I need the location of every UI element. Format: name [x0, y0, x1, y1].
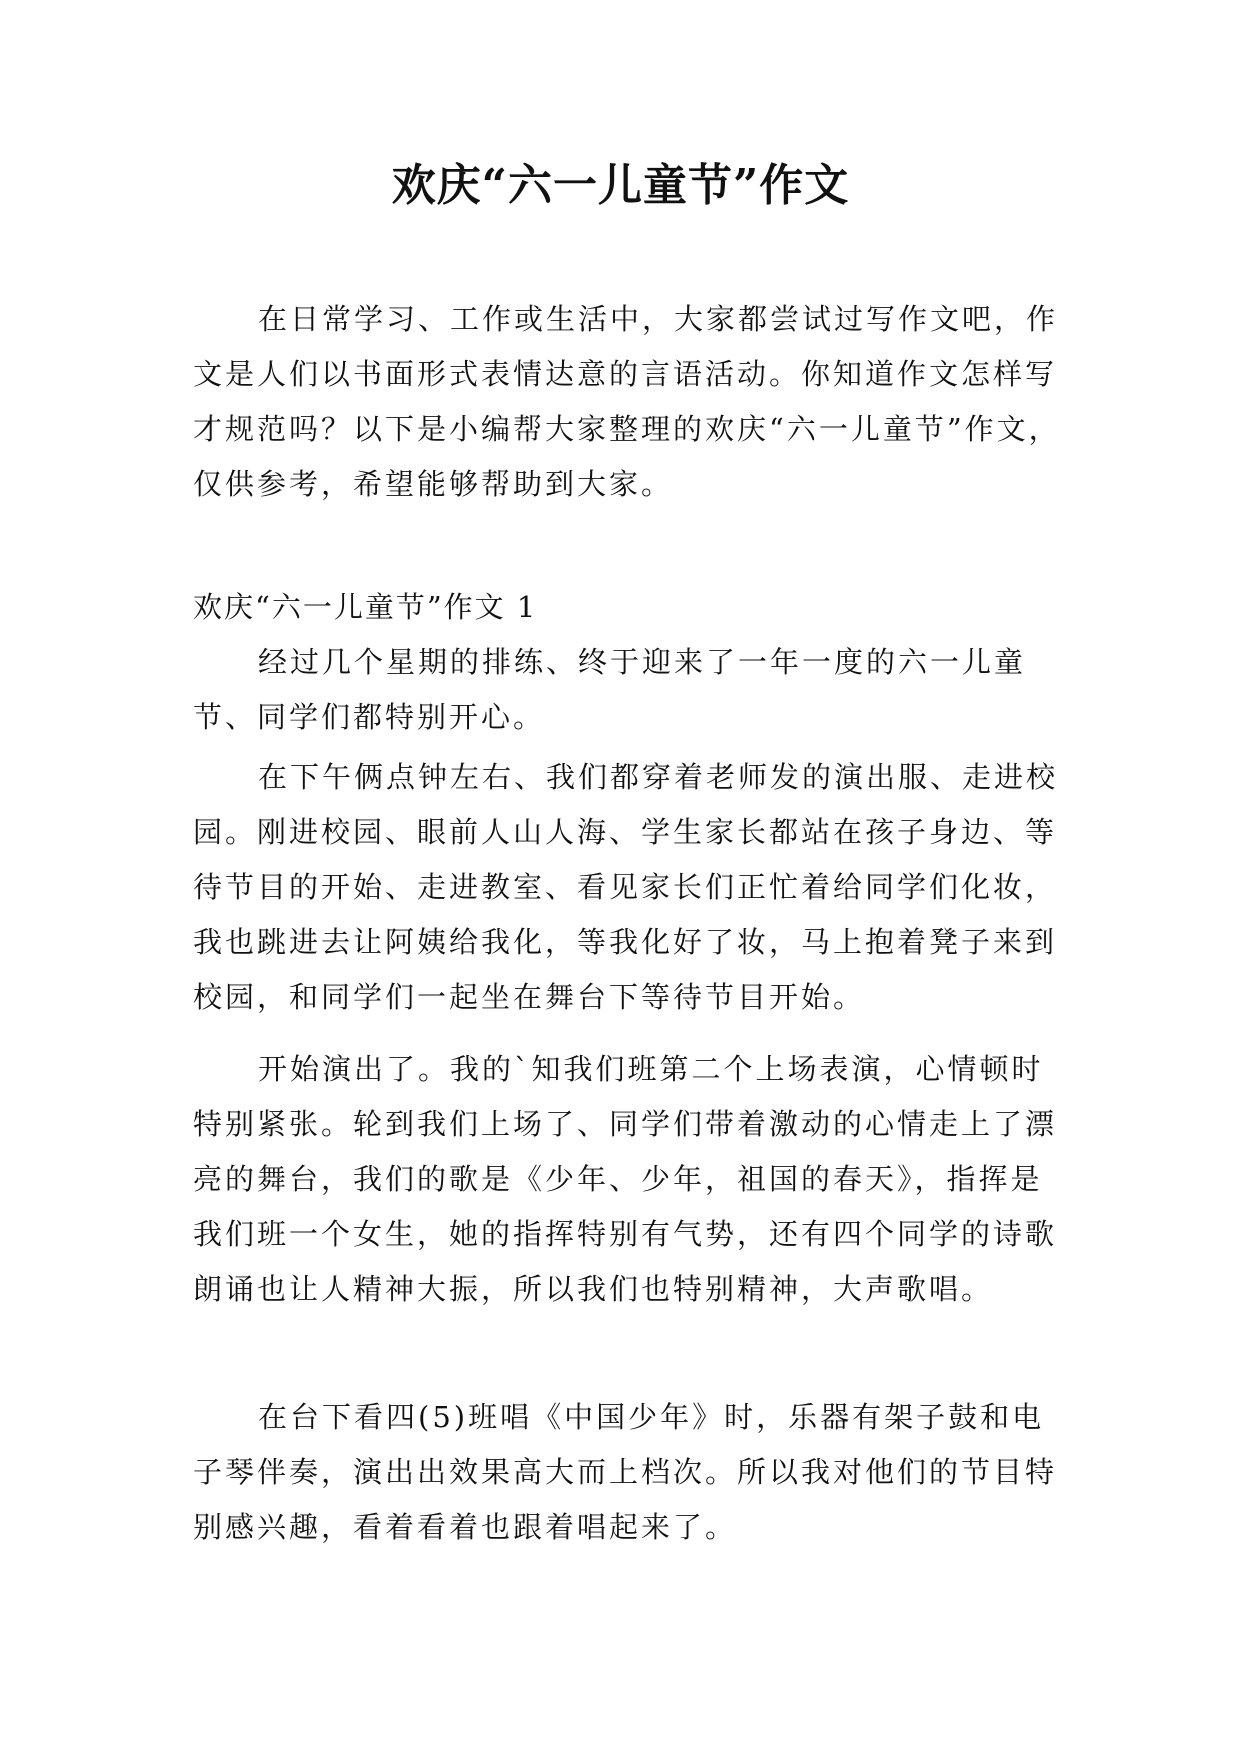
document-title: 欢庆“六一儿童节”作文: [391, 160, 850, 211]
essay-paragraph-2: 在下午俩点钟左右、我们都穿着老师发的演出服、走进校园。刚进校园、眼前人山人海、学生家长都站在孩子身边、等待节目的开始、走进教室、看见家长们正忙着给同学们化妆，我也跳进去让阿姨给我化，等我化好了妆，马上抱着凳子来到校园，和同学们一起坐在舞台下等待节目开始。: [193, 760, 1059, 1014]
intro-paragraph: 在日常学习、工作或生活中，大家都尝试过写作文吧，作文是人们以书面形式表情达意的言语活动。你知道作文怎样写才规范吗？以下是小编帮大家整理的欢庆“六一儿童节”作文，仅供参考，希望能够帮助到大家。: [193, 302, 1061, 501]
essay-paragraph-4: 在台下看四(5)班唱《中国少年》时，乐器有架子鼓和电子琴伴奏，演出出效果高大而上档次。所以我对他们的节目特别感兴趣，看着看着也跟着唱起来了。: [193, 1400, 1058, 1544]
essay-paragraph-1: 经过几个星期的排练、终于迎来了一年一度的六一儿童节、同学们都特别开心。: [193, 645, 1027, 734]
essay-paragraph-3: 开始演出了。我的`知我们班第二个上场表演，心情顿时特别紧张。轮到我们上场了、同学们带着激动的心情走上了漂亮的舞台，我们的歌是《少年、少年，祖国的春天》，指挥是我们班一个女生，她的指挥特别有气势，还有四个同学的诗歌朗诵也让人精神大振，所以我们也特别精神，大声歌唱。: [193, 1052, 1058, 1306]
section-heading: 欢庆“六一儿童节”作文 1: [193, 590, 538, 624]
